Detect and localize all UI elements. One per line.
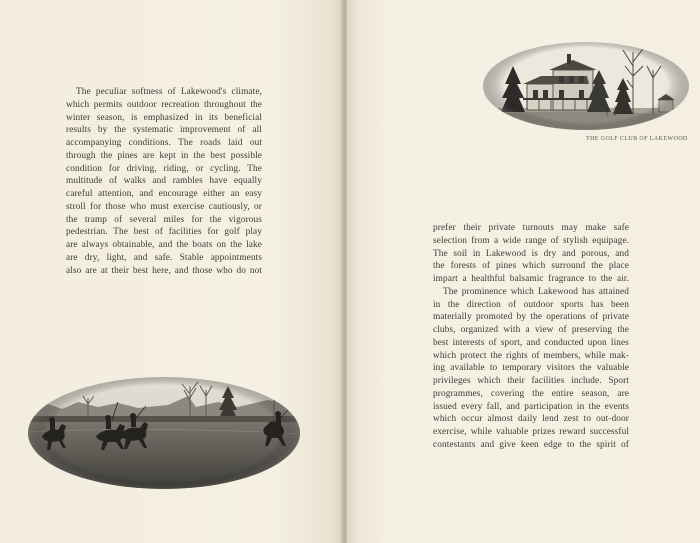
text-line: through the pines are kept in the best possible [66, 150, 262, 161]
text-line: pedestrian. The best of facilities for golf play [66, 227, 262, 238]
text-line: impart a healthful balsamic fragrance to the air. [433, 274, 629, 284]
text-line: the forests of pines which surround the place [433, 261, 629, 272]
golf-club-photo [483, 36, 689, 130]
text-line: best interests of sport, and conducted upon lines [433, 337, 629, 348]
text-line: prefer their private turnouts may make safe [433, 223, 629, 233]
text-line: The peculiar softness of Lakewood's climate, [76, 87, 262, 97]
text-line: The soil in Lakewood is dry and porous, and [433, 248, 629, 259]
text-line: the tramp of several miles for the vigorous [66, 214, 262, 225]
text-line: careful attention, and encourage either an easy [66, 189, 262, 199]
text-line: programmes, covering the entire season, are [433, 388, 629, 399]
text-line: are dry, light, and safe. Stable appointments [66, 252, 262, 263]
text-line: issued every fall, and participation in the events [433, 401, 629, 412]
polo-match-photo [28, 376, 300, 490]
right-page [347, 0, 700, 543]
text-line: are always obtainable, and the boats on the lake [66, 240, 262, 250]
text-line: contestants and give keen edge to the spirit of [433, 439, 629, 450]
text-line: privileges which their facilities include. Sport [433, 376, 629, 386]
text-line: ing available to temporary visitors the valuable [433, 363, 629, 374]
text-line: which occur almost daily lend zest to out-door [433, 414, 629, 425]
text-line: winter season, is emphasized in its beneficial [66, 112, 262, 123]
text-line: exercise, while valuable prizes reward successful [433, 427, 629, 437]
text-line: which protect the rights of members, while mak- [433, 350, 629, 361]
text-line: clubs, organized with a view of preserving the [433, 325, 629, 335]
text-line: condition for driving, riding, or cycling. The [66, 163, 262, 174]
text-line: multitude of walks and rambles have equally [66, 176, 262, 187]
text-line: materially promoted by the operations of private [433, 312, 629, 323]
left-page-paragraph [66, 86, 262, 277]
text-line: The prominence which Lakewood has attained [443, 286, 629, 297]
text-line: which permits outdoor recreation throughout the [66, 99, 262, 110]
text-line: accompanying conditions. The roads laid out [66, 138, 262, 148]
right-page-paragraph [433, 222, 629, 452]
left-page [0, 0, 344, 543]
text-line: stroll for those who must exercise cautiously, or [66, 201, 262, 212]
photo-caption: THE GOLF CLUB OF LAKEWOOD [586, 136, 688, 142]
text-line: in the direction of outdoor sports has been [433, 299, 629, 310]
text-line: results by the systematic improvement of all [66, 125, 262, 136]
text-line: selection from a wide range of stylish equipage. [433, 235, 629, 246]
text-line: also are at their best here, and those who do not [66, 265, 262, 276]
